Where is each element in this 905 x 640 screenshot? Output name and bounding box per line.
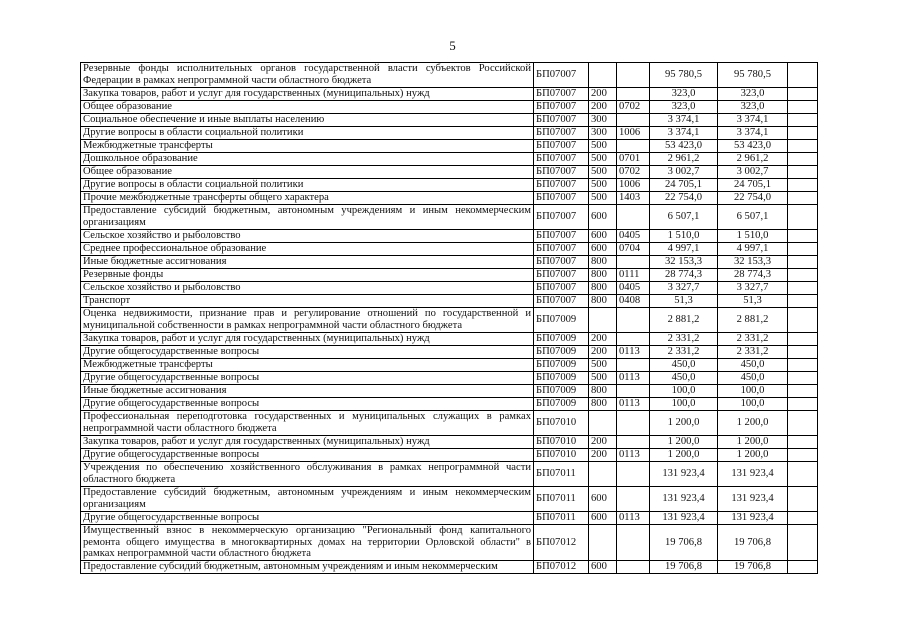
empty-cell (788, 179, 818, 192)
amount-cell: 323,0 (650, 88, 718, 101)
amount-cell: 3 374,1 (718, 114, 788, 127)
empty-cell (788, 63, 818, 88)
target-code-cell: БП07012 (534, 561, 589, 574)
empty-cell (788, 101, 818, 114)
table-row (81, 487, 818, 512)
table-row (81, 308, 818, 333)
expense-type-cell: 200 (589, 333, 617, 346)
table-row (81, 462, 818, 487)
amount-cell: 450,0 (650, 359, 718, 372)
expense-name-cell: Закупка товаров, работ и услуг для государственных (муниципальных) нужд (81, 333, 534, 346)
amount-cell: 1 510,0 (718, 230, 788, 243)
target-code-cell: БП07009 (534, 385, 589, 398)
amount-cell: 2 331,2 (718, 333, 788, 346)
expense-name-cell: Другие общегосударственные вопросы (81, 346, 534, 359)
expense-type-cell: 800 (589, 385, 617, 398)
expense-type-cell: 500 (589, 179, 617, 192)
target-code-cell: БП07012 (534, 525, 589, 561)
table-row (81, 166, 818, 179)
empty-cell (788, 561, 818, 574)
empty-cell (788, 308, 818, 333)
amount-cell: 24 705,1 (650, 179, 718, 192)
empty-cell (788, 372, 818, 385)
section-code-cell: 0408 (617, 295, 650, 308)
section-code-cell: 0113 (617, 512, 650, 525)
amount-cell: 22 754,0 (718, 192, 788, 205)
expense-name-cell: Прочие межбюджетные трансферты общего характера (81, 192, 534, 205)
table-row (81, 88, 818, 101)
section-code-cell (617, 462, 650, 487)
table-row (81, 398, 818, 411)
amount-cell: 131 923,4 (650, 487, 718, 512)
expense-type-cell: 200 (589, 346, 617, 359)
expense-type-cell: 800 (589, 256, 617, 269)
table-row (81, 295, 818, 308)
expense-type-cell (589, 63, 617, 88)
empty-cell (788, 153, 818, 166)
target-code-cell: БП07007 (534, 140, 589, 153)
target-code-cell: БП07007 (534, 166, 589, 179)
section-code-cell (617, 385, 650, 398)
target-code-cell: БП07007 (534, 205, 589, 230)
amount-cell: 450,0 (650, 372, 718, 385)
amount-cell: 2 881,2 (650, 308, 718, 333)
empty-cell (788, 398, 818, 411)
expense-name-cell: Оценка недвижимости, признание прав и регулирование отношений по государственной и муниципальной собственности в рамках непрограммной части областного бюджета (81, 308, 534, 333)
expense-name-cell: Иные бюджетные ассигнования (81, 385, 534, 398)
amount-cell: 4 997,1 (718, 243, 788, 256)
amount-cell: 24 705,1 (718, 179, 788, 192)
target-code-cell: БП07007 (534, 101, 589, 114)
expense-type-cell: 600 (589, 487, 617, 512)
empty-cell (788, 282, 818, 295)
amount-cell: 95 780,5 (650, 63, 718, 88)
amount-cell: 323,0 (718, 101, 788, 114)
amount-cell: 100,0 (650, 385, 718, 398)
target-code-cell: БП07011 (534, 462, 589, 487)
table-row (81, 153, 818, 166)
empty-cell (788, 346, 818, 359)
section-code-cell: 1006 (617, 127, 650, 140)
expense-type-cell (589, 525, 617, 561)
section-code-cell: 0405 (617, 230, 650, 243)
empty-cell (788, 333, 818, 346)
amount-cell: 131 923,4 (718, 487, 788, 512)
empty-cell (788, 487, 818, 512)
empty-cell (788, 256, 818, 269)
table-row (81, 192, 818, 205)
empty-cell (788, 359, 818, 372)
expense-name-cell: Резервные фонды (81, 269, 534, 282)
expense-type-cell: 500 (589, 359, 617, 372)
page-number: 5 (449, 38, 456, 53)
amount-cell: 2 961,2 (650, 153, 718, 166)
expense-name-cell: Дошкольное образование (81, 153, 534, 166)
budget-table (80, 62, 818, 574)
expense-type-cell: 800 (589, 282, 617, 295)
table-row (81, 372, 818, 385)
section-code-cell (617, 411, 650, 436)
expense-name-cell: Другие вопросы в области социальной политики (81, 179, 534, 192)
amount-cell: 2 961,2 (718, 153, 788, 166)
target-code-cell: БП07007 (534, 243, 589, 256)
table-row (81, 449, 818, 462)
table-row (81, 269, 818, 282)
table-row (81, 230, 818, 243)
amount-cell: 3 374,1 (650, 127, 718, 140)
amount-cell: 53 423,0 (650, 140, 718, 153)
target-code-cell: БП07007 (534, 114, 589, 127)
amount-cell: 131 923,4 (718, 462, 788, 487)
section-code-cell: 0113 (617, 372, 650, 385)
expense-type-cell: 600 (589, 230, 617, 243)
target-code-cell: БП07009 (534, 333, 589, 346)
amount-cell: 3 002,7 (718, 166, 788, 179)
expense-name-cell: Сельское хозяйство и рыболовство (81, 282, 534, 295)
amount-cell: 1 510,0 (650, 230, 718, 243)
section-code-cell: 1403 (617, 192, 650, 205)
amount-cell: 2 331,2 (650, 333, 718, 346)
section-code-cell: 0704 (617, 243, 650, 256)
section-code-cell: 0113 (617, 346, 650, 359)
section-code-cell (617, 63, 650, 88)
amount-cell: 4 997,1 (650, 243, 718, 256)
empty-cell (788, 525, 818, 561)
empty-cell (788, 385, 818, 398)
table-row (81, 63, 818, 88)
amount-cell: 450,0 (718, 372, 788, 385)
empty-cell (788, 411, 818, 436)
expense-name-cell: Другие общегосударственные вопросы (81, 398, 534, 411)
table-row (81, 114, 818, 127)
amount-cell: 3 327,7 (650, 282, 718, 295)
expense-name-cell: Закупка товаров, работ и услуг для государственных (муниципальных) нужд (81, 88, 534, 101)
expense-name-cell: Среднее профессиональное образование (81, 243, 534, 256)
table-row (81, 256, 818, 269)
amount-cell: 19 706,8 (718, 525, 788, 561)
empty-cell (788, 114, 818, 127)
amount-cell: 3 002,7 (650, 166, 718, 179)
table-row (81, 243, 818, 256)
table-row (81, 179, 818, 192)
section-code-cell: 0113 (617, 449, 650, 462)
target-code-cell: БП07009 (534, 398, 589, 411)
amount-cell: 95 780,5 (718, 63, 788, 88)
empty-cell (788, 243, 818, 256)
expense-type-cell (589, 308, 617, 333)
empty-cell (788, 127, 818, 140)
table-row (81, 512, 818, 525)
target-code-cell: БП07010 (534, 449, 589, 462)
empty-cell (788, 449, 818, 462)
amount-cell: 19 706,8 (650, 525, 718, 561)
expense-type-cell: 600 (589, 243, 617, 256)
amount-cell: 22 754,0 (650, 192, 718, 205)
expense-name-cell: Имущественный взнос в некоммерческую организацию "Региональный фонд капитального ремонта общего имущества в многоквартирных домах на территории Орловской области" в рамках непрограммной части областного бюджета (81, 525, 534, 561)
table-row (81, 127, 818, 140)
target-code-cell: БП07007 (534, 230, 589, 243)
amount-cell: 100,0 (650, 398, 718, 411)
section-code-cell (617, 333, 650, 346)
expense-name-cell: Другие общегосударственные вопросы (81, 372, 534, 385)
expense-name-cell: Общее образование (81, 101, 534, 114)
expense-type-cell (589, 411, 617, 436)
section-code-cell (617, 436, 650, 449)
section-code-cell: 0111 (617, 269, 650, 282)
expense-type-cell: 300 (589, 114, 617, 127)
amount-cell: 1 200,0 (718, 411, 788, 436)
empty-cell (788, 140, 818, 153)
empty-cell (788, 230, 818, 243)
section-code-cell (617, 561, 650, 574)
empty-cell (788, 462, 818, 487)
amount-cell: 53 423,0 (718, 140, 788, 153)
table-row (81, 359, 818, 372)
amount-cell: 32 153,3 (650, 256, 718, 269)
section-code-cell: 0702 (617, 101, 650, 114)
table-row (81, 205, 818, 230)
expense-type-cell: 500 (589, 372, 617, 385)
section-code-cell (617, 487, 650, 512)
table-row (81, 385, 818, 398)
amount-cell: 323,0 (650, 101, 718, 114)
expense-name-cell: Предоставление субсидий бюджетным, автономным учреждениям и иным некоммерческим организациям (81, 487, 534, 512)
empty-cell (788, 166, 818, 179)
expense-type-cell: 800 (589, 269, 617, 282)
section-code-cell (617, 205, 650, 230)
table-row (81, 525, 818, 561)
section-code-cell (617, 308, 650, 333)
table-row (81, 346, 818, 359)
amount-cell: 2 331,2 (650, 346, 718, 359)
target-code-cell: БП07007 (534, 256, 589, 269)
amount-cell: 2 881,2 (718, 308, 788, 333)
expense-name-cell: Иные бюджетные ассигнования (81, 256, 534, 269)
amount-cell: 3 374,1 (718, 127, 788, 140)
target-code-cell: БП07007 (534, 282, 589, 295)
amount-cell: 3 374,1 (650, 114, 718, 127)
target-code-cell: БП07007 (534, 88, 589, 101)
amount-cell: 6 507,1 (718, 205, 788, 230)
expense-type-cell: 500 (589, 166, 617, 179)
expense-type-cell: 200 (589, 436, 617, 449)
section-code-cell (617, 525, 650, 561)
target-code-cell: БП07007 (534, 192, 589, 205)
empty-cell (788, 88, 818, 101)
target-code-cell: БП07011 (534, 512, 589, 525)
amount-cell: 19 706,8 (650, 561, 718, 574)
target-code-cell: БП07009 (534, 359, 589, 372)
target-code-cell: БП07007 (534, 179, 589, 192)
expense-type-cell: 300 (589, 127, 617, 140)
target-code-cell: БП07010 (534, 411, 589, 436)
section-code-cell (617, 359, 650, 372)
expense-name-cell: Учреждения по обеспечению хозяйственного обслуживания в рамках непрограммной части областного бюджета (81, 462, 534, 487)
table-row (81, 411, 818, 436)
table-row (81, 333, 818, 346)
amount-cell: 100,0 (718, 385, 788, 398)
table-row (81, 101, 818, 114)
expense-name-cell: Межбюджетные трансферты (81, 359, 534, 372)
expense-name-cell: Сельское хозяйство и рыболовство (81, 230, 534, 243)
section-code-cell (617, 256, 650, 269)
amount-cell: 131 923,4 (718, 512, 788, 525)
amount-cell: 19 706,8 (718, 561, 788, 574)
amount-cell: 131 923,4 (650, 462, 718, 487)
expense-type-cell: 200 (589, 88, 617, 101)
expense-name-cell: Предоставление субсидий бюджетным, автономным учреждениям и иным некоммерческим (81, 561, 534, 574)
table-row (81, 561, 818, 574)
expense-name-cell: Другие вопросы в области социальной политики (81, 127, 534, 140)
empty-cell (788, 269, 818, 282)
section-code-cell (617, 88, 650, 101)
target-code-cell: БП07010 (534, 436, 589, 449)
empty-cell (788, 512, 818, 525)
amount-cell: 1 200,0 (718, 436, 788, 449)
section-code-cell: 0702 (617, 166, 650, 179)
expense-type-cell: 500 (589, 153, 617, 166)
amount-cell: 323,0 (718, 88, 788, 101)
target-code-cell: БП07007 (534, 269, 589, 282)
amount-cell: 32 153,3 (718, 256, 788, 269)
expense-name-cell: Другие общегосударственные вопросы (81, 512, 534, 525)
table-row (81, 436, 818, 449)
amount-cell: 2 331,2 (718, 346, 788, 359)
table-row (81, 140, 818, 153)
expense-name-cell: Резервные фонды исполнительных органов государственной власти субъектов Российской Федерации в рамках непрограммной части областного бюджета (81, 63, 534, 88)
table-row (81, 282, 818, 295)
target-code-cell: БП07007 (534, 295, 589, 308)
expense-type-cell: 800 (589, 295, 617, 308)
amount-cell: 51,3 (650, 295, 718, 308)
empty-cell (788, 192, 818, 205)
expense-name-cell: Другие общегосударственные вопросы (81, 449, 534, 462)
target-code-cell: БП07009 (534, 308, 589, 333)
expense-type-cell: 500 (589, 192, 617, 205)
amount-cell: 1 200,0 (718, 449, 788, 462)
expense-name-cell: Профессиональная переподготовка государственных и муниципальных служащих в рамках непрограммной части областного бюджета (81, 411, 534, 436)
amount-cell: 28 774,3 (650, 269, 718, 282)
amount-cell: 131 923,4 (650, 512, 718, 525)
expense-type-cell (589, 462, 617, 487)
amount-cell: 51,3 (718, 295, 788, 308)
budget-table-body (81, 63, 818, 574)
target-code-cell: БП07007 (534, 63, 589, 88)
expense-type-cell: 600 (589, 561, 617, 574)
empty-cell (788, 436, 818, 449)
target-code-cell: БП07011 (534, 487, 589, 512)
expense-name-cell: Закупка товаров, работ и услуг для государственных (муниципальных) нужд (81, 436, 534, 449)
expense-name-cell: Межбюджетные трансферты (81, 140, 534, 153)
expense-type-cell: 800 (589, 398, 617, 411)
amount-cell: 3 327,7 (718, 282, 788, 295)
target-code-cell: БП07009 (534, 372, 589, 385)
expense-type-cell: 600 (589, 205, 617, 230)
section-code-cell: 1006 (617, 179, 650, 192)
section-code-cell (617, 140, 650, 153)
amount-cell: 1 200,0 (650, 449, 718, 462)
amount-cell: 6 507,1 (650, 205, 718, 230)
expense-name-cell: Социальное обеспечение и иные выплаты населению (81, 114, 534, 127)
target-code-cell: БП07007 (534, 153, 589, 166)
expense-name-cell: Предоставление субсидий бюджетным, автономным учреждениям и иным некоммерческим организациям (81, 205, 534, 230)
amount-cell: 1 200,0 (650, 436, 718, 449)
expense-name-cell: Транспорт (81, 295, 534, 308)
expense-type-cell: 600 (589, 512, 617, 525)
expense-type-cell: 200 (589, 101, 617, 114)
empty-cell (788, 205, 818, 230)
empty-cell (788, 295, 818, 308)
target-code-cell: БП07007 (534, 127, 589, 140)
target-code-cell: БП07009 (534, 346, 589, 359)
amount-cell: 100,0 (718, 398, 788, 411)
section-code-cell: 0701 (617, 153, 650, 166)
amount-cell: 1 200,0 (650, 411, 718, 436)
section-code-cell: 0405 (617, 282, 650, 295)
section-code-cell: 0113 (617, 398, 650, 411)
expense-type-cell: 500 (589, 140, 617, 153)
amount-cell: 28 774,3 (718, 269, 788, 282)
expense-type-cell: 200 (589, 449, 617, 462)
section-code-cell (617, 114, 650, 127)
expense-name-cell: Общее образование (81, 166, 534, 179)
amount-cell: 450,0 (718, 359, 788, 372)
